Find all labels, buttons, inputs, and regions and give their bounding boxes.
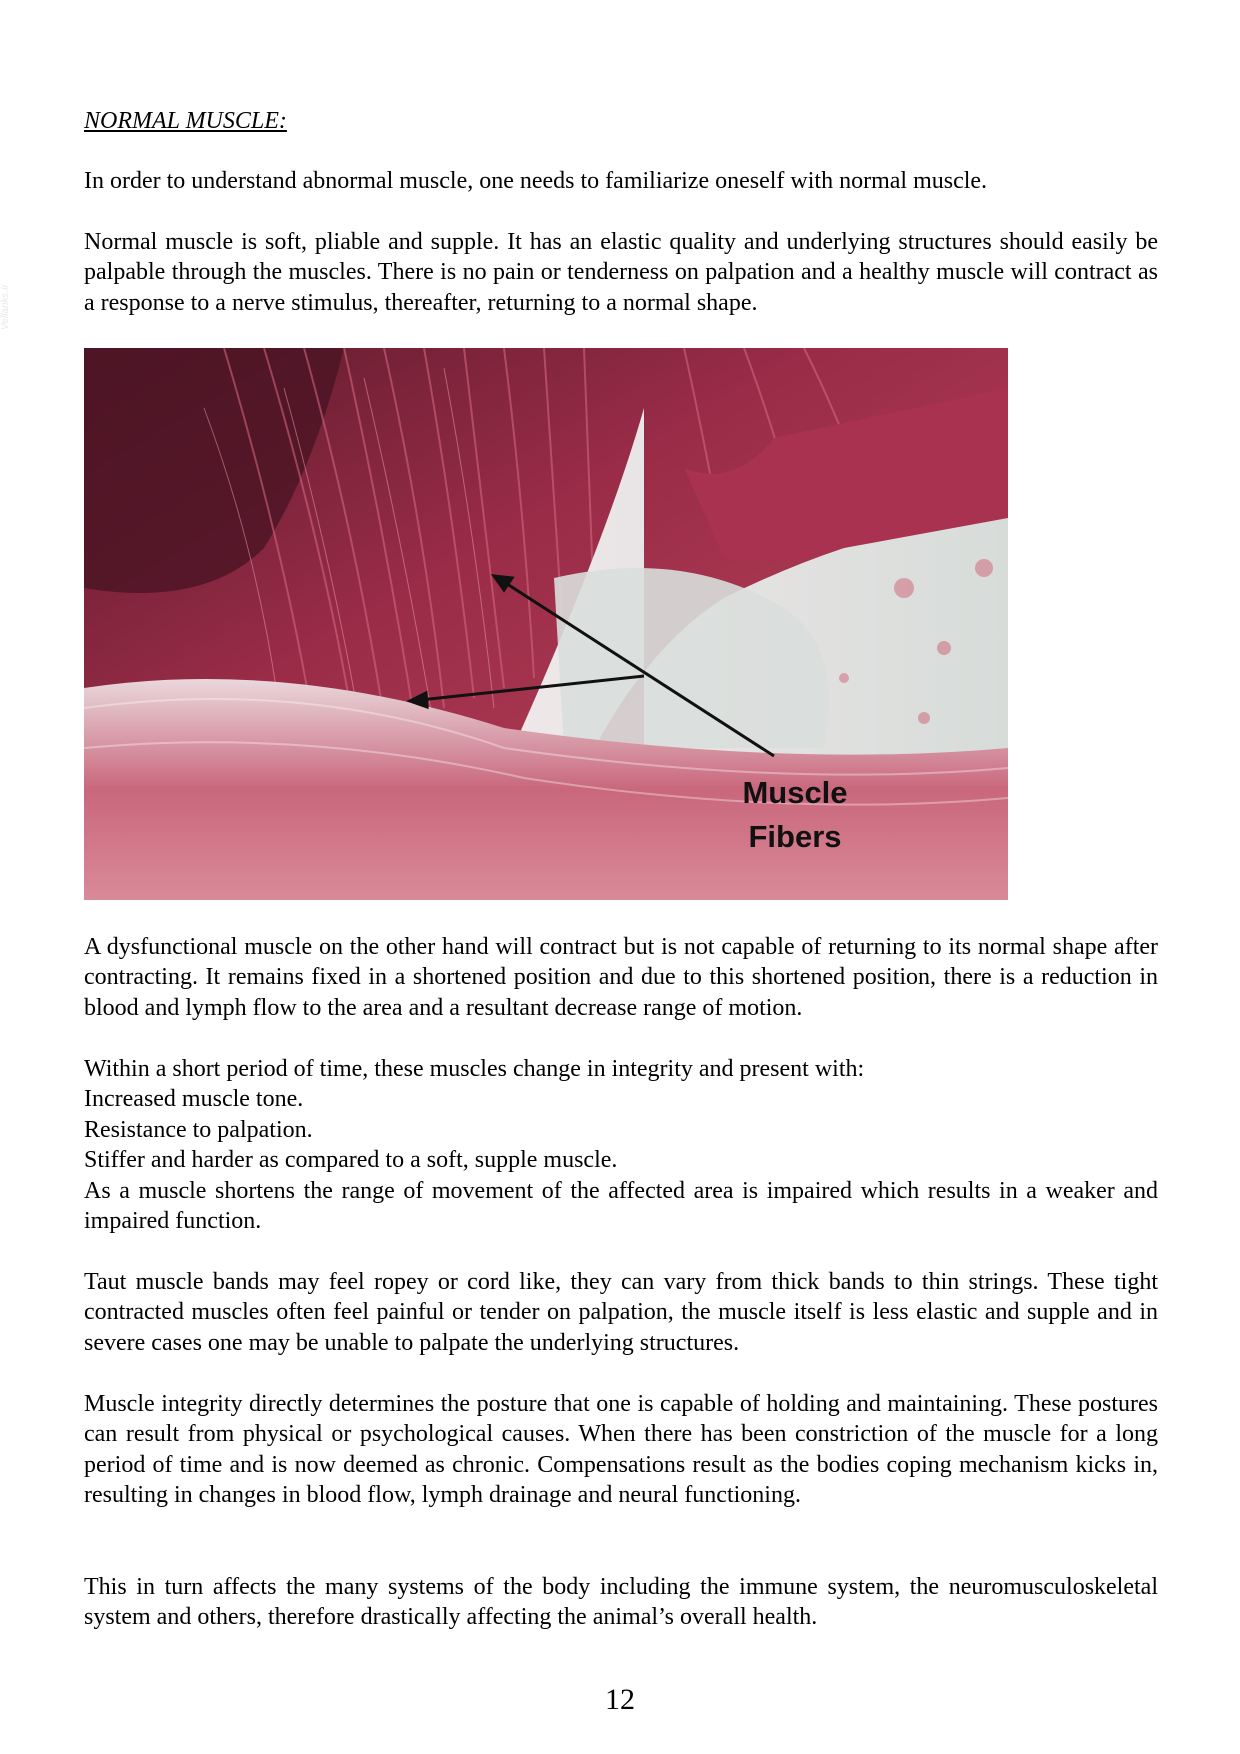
muscle-fibers-photo (84, 348, 1008, 900)
body-systems-paragraph: This in turn affects the many systems of the body including the immune system, the neuromusculoskeletal system and others, therefore drastically affecting the animal’s overall health. (84, 1574, 1158, 1631)
normal-muscle-paragraph: Normal muscle is soft, pliable and supple. It has an elastic quality and underlying structures should easily be palpable through the muscles. There is no pain or tenderness on palpation and a healthy muscle will contract as a response to a nerve stimulus, thereafter, returning to a normal shape. (84, 229, 1158, 316)
changes-closing: As a muscle shortens the range of movement of the affected area is impaired which results in a weaker and impaired function. (84, 1177, 1158, 1235)
list-item: Stiffer and harder as compared to a soft, supple muscle. (84, 1147, 618, 1174)
side-watermark: Vellanks.ir (0, 284, 11, 330)
taut-bands-paragraph: Taut muscle bands may feel ropey or cord like, they can vary from thick bands to thin strings. These tight contracted muscles often feel painful or tender on palpation, the muscle itself is less elastic and supple and in severe cases one may be unable to palpate the underlying structures. (84, 1269, 1158, 1356)
list-item: Increased muscle tone. (84, 1086, 304, 1113)
changes-block (84, 1054, 1158, 1236)
dysfunctional-paragraph: A dysfunctional muscle on the other hand will contract but is not capable of returning to its normal shape after contracting. It remains fixed in a shortened position and due to this shortened position, there is a reduction in blood and lymph flow to the area and a resultant decrease range of motion. (84, 934, 1158, 1021)
page-number: 12 (605, 1683, 635, 1716)
figure-label-line2: Fibers (748, 819, 842, 854)
section-heading: NORMAL MUSCLE: (84, 108, 287, 134)
changes-lead: Within a short period of time, these muscles change in integrity and present with: (84, 1056, 865, 1082)
muscle-integrity-paragraph: Muscle integrity directly determines the posture that one is capable of holding and maintaining. These postures can result from physical or psychological causes. When there has been constriction of the muscle for a long period of time and is now deemed as chronic. Compensations result as the bodies coping mechanism kicks in, resulting in changes in blood flow, lymph drainage and neural functioning. (84, 1391, 1158, 1509)
intro-paragraph: In order to understand abnormal muscle, one needs to familiarize oneself with normal muscle. (84, 168, 988, 194)
list-item: Resistance to palpation. (84, 1116, 313, 1143)
figure-label-line1: Muscle (742, 775, 848, 810)
